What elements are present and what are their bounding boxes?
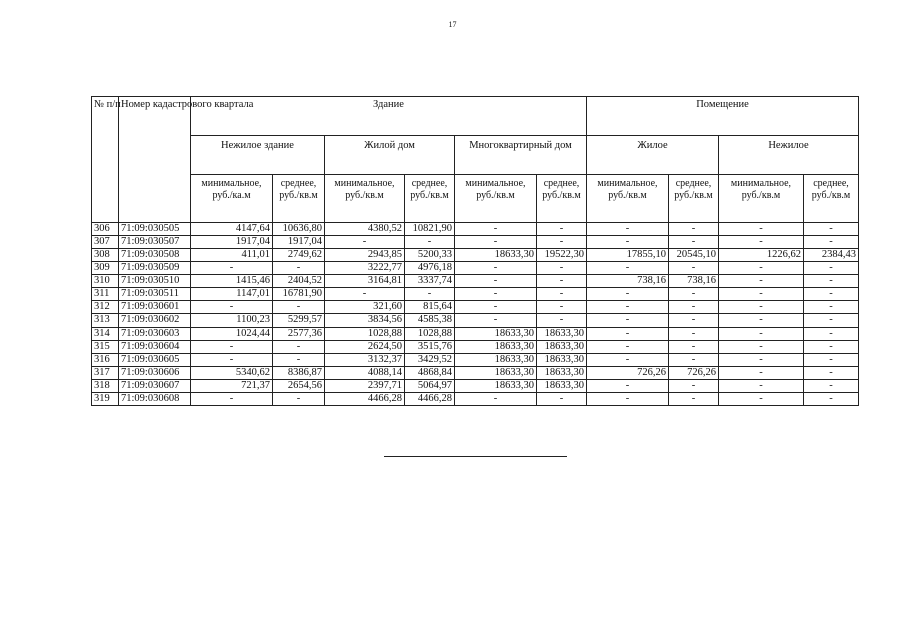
header-avg-value: среднее, руб./кв.м: [537, 175, 587, 223]
cell-value: 726,26: [669, 366, 719, 379]
cell-value: -: [587, 327, 669, 340]
cell-value: -: [455, 262, 537, 275]
cell-value: -: [325, 288, 405, 301]
table-row: [92, 288, 859, 301]
cell-row-number: 310: [92, 275, 119, 288]
cell-value: -: [455, 314, 537, 327]
footer-divider-line: [384, 456, 567, 457]
cell-value: 4466,28: [325, 392, 405, 405]
cell-value: 2749,62: [273, 249, 325, 262]
cell-value: -: [719, 327, 804, 340]
cell-value: -: [804, 353, 859, 366]
cell-value: -: [455, 301, 537, 314]
cell-value: 2624,50: [325, 340, 405, 353]
table-row: [92, 262, 859, 275]
cell-value: -: [669, 327, 719, 340]
cell-value: -: [587, 353, 669, 366]
cell-row-number: 309: [92, 262, 119, 275]
cell-cadastral-quarter: 71:09:030509: [119, 262, 191, 275]
header-avg-value: среднее, руб./кв.м: [405, 175, 455, 223]
cell-value: 2943,85: [325, 249, 405, 262]
cell-value: -: [719, 301, 804, 314]
cell-value: -: [804, 366, 859, 379]
cell-value: -: [273, 262, 325, 275]
cell-value: 18633,30: [455, 340, 537, 353]
cell-value: 3132,37: [325, 353, 405, 366]
cell-value: 18633,30: [455, 249, 537, 262]
cell-value: -: [719, 340, 804, 353]
cell-value: -: [587, 223, 669, 236]
cell-value: 5064,97: [405, 379, 455, 392]
cell-value: -: [587, 288, 669, 301]
cell-value: 18633,30: [537, 379, 587, 392]
cell-cadastral-quarter: 71:09:030510: [119, 275, 191, 288]
cell-value: -: [669, 262, 719, 275]
cell-value: 321,60: [325, 301, 405, 314]
cell-value: 411,01: [191, 249, 273, 262]
cell-value: 5340,62: [191, 366, 273, 379]
cell-value: 18633,30: [455, 379, 537, 392]
table-row: [92, 327, 859, 340]
header-avg-value: среднее, руб./кв.м: [273, 175, 325, 223]
cell-value: 4976,18: [405, 262, 455, 275]
cell-cadastral-quarter: 71:09:030505: [119, 223, 191, 236]
cell-value: 1415,46: [191, 275, 273, 288]
cell-value: -: [804, 288, 859, 301]
cell-value: 738,16: [669, 275, 719, 288]
cell-value: -: [587, 236, 669, 249]
cell-value: 1024,44: [191, 327, 273, 340]
cell-value: 4466,28: [405, 392, 455, 405]
cell-value: -: [719, 392, 804, 405]
cell-value: -: [804, 314, 859, 327]
cadastral-value-table: [91, 96, 859, 406]
cell-value: 5200,33: [405, 249, 455, 262]
cell-value: -: [669, 236, 719, 249]
cell-row-number: 311: [92, 288, 119, 301]
cell-value: -: [191, 262, 273, 275]
cell-value: -: [537, 392, 587, 405]
cell-value: -: [191, 301, 273, 314]
cell-value: 1226,62: [719, 249, 804, 262]
header-nonresidential-premises: Нежилое: [719, 136, 859, 175]
cell-value: 815,64: [405, 301, 455, 314]
cell-value: 18633,30: [537, 340, 587, 353]
cell-value: 18633,30: [537, 366, 587, 379]
cell-value: -: [804, 379, 859, 392]
cell-value: -: [719, 275, 804, 288]
cell-cadastral-quarter: 71:09:030508: [119, 249, 191, 262]
cell-cadastral-quarter: 71:09:030511: [119, 288, 191, 301]
cell-value: 18633,30: [537, 353, 587, 366]
cell-value: -: [669, 223, 719, 236]
header-min-value: минимальное, руб./кв.м: [719, 175, 804, 223]
cell-value: -: [191, 353, 273, 366]
cell-value: -: [669, 340, 719, 353]
cell-value: 20545,10: [669, 249, 719, 262]
cell-value: -: [719, 353, 804, 366]
cell-value: -: [587, 262, 669, 275]
cell-value: 16781,90: [273, 288, 325, 301]
cell-value: -: [273, 353, 325, 366]
cell-value: -: [804, 301, 859, 314]
cell-value: -: [325, 236, 405, 249]
cell-value: 18633,30: [537, 327, 587, 340]
table-row: [92, 275, 859, 288]
cell-value: -: [587, 314, 669, 327]
cell-row-number: 314: [92, 327, 119, 340]
cell-value: -: [669, 301, 719, 314]
cell-cadastral-quarter: 71:09:030603: [119, 327, 191, 340]
cell-value: -: [804, 223, 859, 236]
header-residential-premises: Жилое: [587, 136, 719, 175]
cell-row-number: 308: [92, 249, 119, 262]
cell-value: 3834,56: [325, 314, 405, 327]
cell-value: -: [537, 236, 587, 249]
cell-row-number: 318: [92, 379, 119, 392]
cell-value: -: [669, 353, 719, 366]
cell-value: 10821,90: [405, 223, 455, 236]
cell-row-number: 315: [92, 340, 119, 353]
cell-cadastral-quarter: 71:09:030604: [119, 340, 191, 353]
cell-value: 2654,56: [273, 379, 325, 392]
cell-value: -: [191, 392, 273, 405]
cell-value: -: [719, 366, 804, 379]
cell-value: -: [669, 379, 719, 392]
cell-value: -: [455, 275, 537, 288]
cell-value: 17855,10: [587, 249, 669, 262]
cell-cadastral-quarter: 71:09:030606: [119, 366, 191, 379]
header-min-value: минимальное, руб./ка.м: [191, 175, 273, 223]
header-avg-value: среднее, руб./кв.м: [669, 175, 719, 223]
cell-value: -: [804, 340, 859, 353]
cell-value: -: [537, 301, 587, 314]
cell-row-number: 307: [92, 236, 119, 249]
cell-value: -: [537, 262, 587, 275]
cell-row-number: 319: [92, 392, 119, 405]
cell-value: 3515,76: [405, 340, 455, 353]
cell-cadastral-quarter: 71:09:030601: [119, 301, 191, 314]
cell-value: -: [804, 262, 859, 275]
cell-value: 3337,74: [405, 275, 455, 288]
header-min-value: минимальное, руб./кв.м: [455, 175, 537, 223]
cell-value: -: [537, 223, 587, 236]
header-building: Здание: [191, 97, 587, 136]
cell-value: -: [719, 223, 804, 236]
cell-row-number: 312: [92, 301, 119, 314]
cell-row-number: 317: [92, 366, 119, 379]
cell-value: 3222,77: [325, 262, 405, 275]
cell-value: -: [537, 314, 587, 327]
cell-row-number: 306: [92, 223, 119, 236]
table-row: [92, 314, 859, 327]
cell-value: 18633,30: [455, 366, 537, 379]
header-min-value: минимальное, руб./кв.м: [587, 175, 669, 223]
cell-value: -: [804, 327, 859, 340]
cell-value: 18633,30: [455, 353, 537, 366]
cell-value: 726,26: [587, 366, 669, 379]
cell-value: 2397,71: [325, 379, 405, 392]
cell-value: -: [455, 288, 537, 301]
cell-value: -: [587, 379, 669, 392]
cell-value: -: [405, 236, 455, 249]
cell-value: -: [669, 288, 719, 301]
cell-value: -: [669, 314, 719, 327]
cell-cadastral-quarter: 71:09:030602: [119, 314, 191, 327]
header-residential-house: Жилой дом: [325, 136, 455, 175]
cell-value: 1147,01: [191, 288, 273, 301]
cell-value: 3429,52: [405, 353, 455, 366]
cell-value: -: [537, 275, 587, 288]
table-row: [92, 366, 859, 379]
table-row: [92, 249, 859, 262]
table-row: [92, 223, 859, 236]
table-body: [92, 223, 859, 406]
cell-row-number: 313: [92, 314, 119, 327]
cell-value: 1100,23: [191, 314, 273, 327]
cell-value: 1028,88: [325, 327, 405, 340]
cell-cadastral-quarter: 71:09:030507: [119, 236, 191, 249]
cell-value: -: [273, 301, 325, 314]
table-row: [92, 236, 859, 249]
header-apartment-building: Многоквартирный дом: [455, 136, 587, 175]
cell-value: 4585,38: [405, 314, 455, 327]
cell-value: -: [273, 340, 325, 353]
cell-value: 10636,80: [273, 223, 325, 236]
cell-value: 3164,81: [325, 275, 405, 288]
header-nonresidential-building: Нежилое здание: [191, 136, 325, 175]
cell-value: -: [804, 392, 859, 405]
cell-value: -: [273, 392, 325, 405]
cell-value: 1028,88: [405, 327, 455, 340]
header-avg-value: среднее, руб./кв.м: [804, 175, 859, 223]
cell-value: -: [455, 236, 537, 249]
cell-value: 738,16: [587, 275, 669, 288]
cell-value: -: [405, 288, 455, 301]
cell-value: -: [719, 379, 804, 392]
cell-value: 4147,64: [191, 223, 273, 236]
cell-value: 18633,30: [455, 327, 537, 340]
cell-value: 1917,04: [273, 236, 325, 249]
cell-cadastral-quarter: 71:09:030608: [119, 392, 191, 405]
cell-value: -: [719, 262, 804, 275]
header-min-value: минимальное, руб./кв.м: [325, 175, 405, 223]
cell-value: -: [455, 223, 537, 236]
cell-row-number: 316: [92, 353, 119, 366]
cell-value: -: [587, 340, 669, 353]
cell-value: -: [719, 314, 804, 327]
cell-cadastral-quarter: 71:09:030607: [119, 379, 191, 392]
cell-value: -: [455, 392, 537, 405]
header-cadastral-quarter: Номер кадастрового квартала: [119, 97, 191, 223]
cell-value: -: [804, 275, 859, 288]
cell-value: 721,37: [191, 379, 273, 392]
header-row-number: № п/п: [92, 97, 119, 223]
cell-cadastral-quarter: 71:09:030605: [119, 353, 191, 366]
table-row: [92, 353, 859, 366]
cell-value: -: [804, 236, 859, 249]
cell-value: -: [719, 236, 804, 249]
cell-value: 4088,14: [325, 366, 405, 379]
table-row: [92, 301, 859, 314]
cell-value: -: [719, 288, 804, 301]
cell-value: 8386,87: [273, 366, 325, 379]
cell-value: 2384,43: [804, 249, 859, 262]
cell-value: 4380,52: [325, 223, 405, 236]
cell-value: -: [587, 301, 669, 314]
page-number: 17: [448, 20, 457, 29]
cell-value: 2577,36: [273, 327, 325, 340]
table-row: [92, 340, 859, 353]
cell-value: -: [669, 392, 719, 405]
table-row: [92, 392, 859, 405]
cell-value: 4868,84: [405, 366, 455, 379]
cell-value: 1917,04: [191, 236, 273, 249]
cell-value: 5299,57: [273, 314, 325, 327]
cell-value: -: [587, 392, 669, 405]
cell-value: 2404,52: [273, 275, 325, 288]
header-premises: Помещение: [587, 97, 859, 136]
table-row: [92, 379, 859, 392]
cell-value: -: [537, 288, 587, 301]
cell-value: -: [191, 340, 273, 353]
cell-value: 19522,30: [537, 249, 587, 262]
